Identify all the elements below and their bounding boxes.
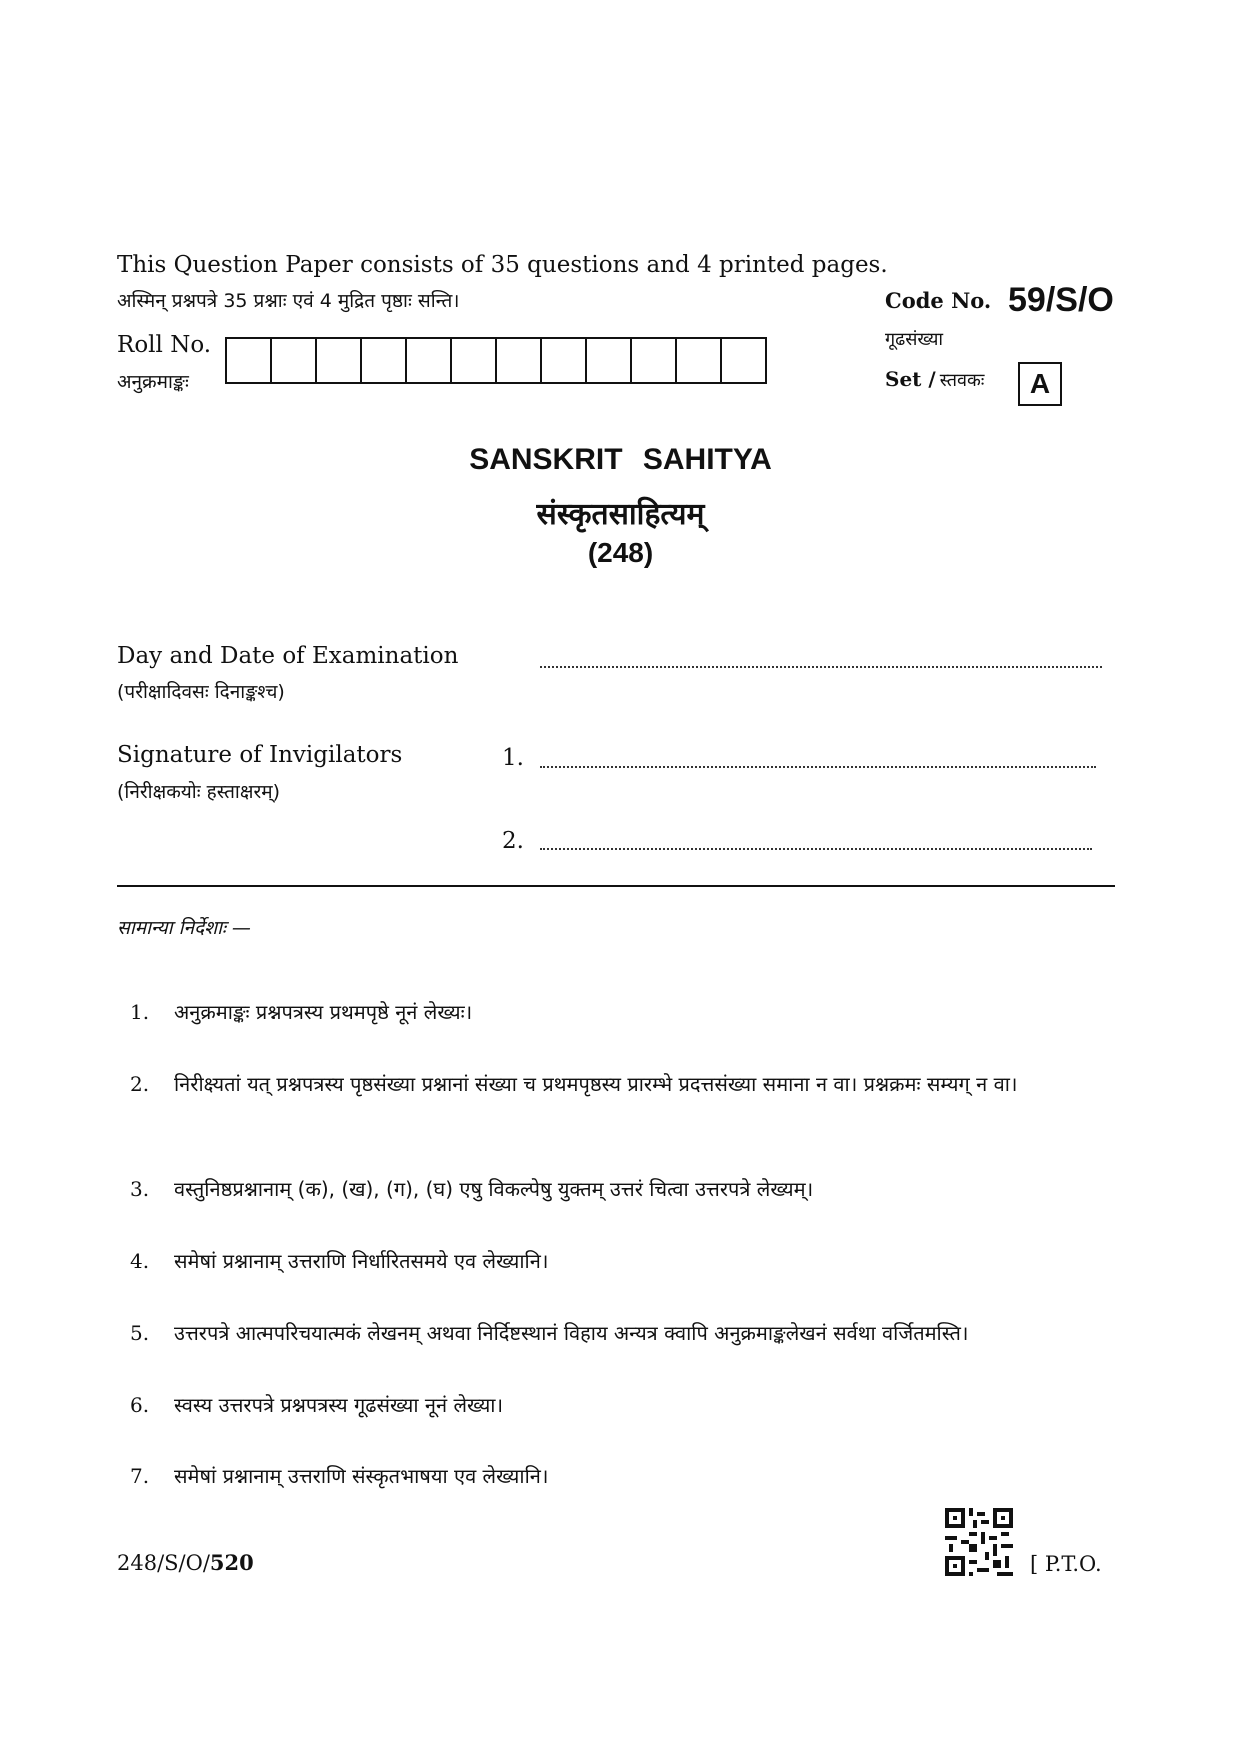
subject-title-en: SANSKRIT SAHITYA	[469, 443, 772, 476]
instruction-item	[130, 993, 1130, 1031]
paper-code-footer	[117, 1550, 254, 1575]
subject-code: (248)	[587, 537, 654, 568]
instruction-number: 1.	[130, 1000, 150, 1024]
instruction-item	[130, 1386, 1130, 1424]
pages-info-hi: अस्मिन् प्रश्नपत्रे 35 प्रश्नाः एवं 4 मुद्रित पृष्ठाः सन्ति।	[117, 290, 460, 312]
signature-1-line[interactable]	[540, 766, 1096, 768]
roll-number-cell[interactable]	[362, 339, 407, 382]
divider	[117, 885, 1115, 887]
instruction-number: 6.	[130, 1393, 150, 1417]
roll-number-cell[interactable]	[587, 339, 632, 382]
roll-number-cell[interactable]	[227, 339, 272, 382]
roll-number-cell[interactable]	[317, 339, 362, 382]
instruction-item	[130, 1242, 1130, 1280]
paper-code-number: 520	[209, 1550, 254, 1575]
invigilator-signature-label-hi: (निरीक्षकयोः हस्ताक्षरम्)	[117, 781, 281, 803]
set-label-en: Set /	[885, 367, 936, 391]
instruction-text: समेषां प्रश्नानाम् उत्तराणि संस्कृतभाषया एव लेख्यानि।	[174, 1464, 549, 1488]
instruction-number: 5.	[130, 1321, 150, 1345]
instruction-number: 3.	[130, 1177, 150, 1201]
instruction-number: 7.	[130, 1464, 150, 1488]
subject-title-hi: संस्कृतसाहित्यम्	[536, 497, 705, 532]
instruction-number: 4.	[130, 1249, 150, 1273]
roll-label: Roll No.	[117, 332, 212, 358]
roll-number-cell[interactable]	[497, 339, 542, 382]
exam-date-label-hi: (परीक्षादिवसः दिनाङ्कश्च)	[117, 681, 285, 703]
instruction-text: निरीक्ष्यतां यत् प्रश्नपत्रस्य पृष्ठसंख्या प्रश्नानां संख्या च प्रथमपृष्ठस्य प्रारम्भे प्रदत्तसंख्या समाना न वा। प्रश्नक्रमः सम्यग् न वा।	[174, 1072, 1018, 1096]
instruction-item	[130, 1170, 1130, 1208]
instruction-text: वस्तुनिष्ठप्रश्नानाम् (क), (ख), (ग), (घ) एषु विकल्पेषु युक्तम् उत्तरं चित्वा उत्तरपत्रे लेख्यम्।	[174, 1177, 814, 1201]
paper-code-prefix: 248/S/O/	[117, 1551, 210, 1575]
roll-number-boxes[interactable]	[225, 337, 767, 384]
signature-2-number: 2.	[502, 828, 524, 854]
exam-date-label: Day and Date of Examination	[117, 643, 459, 669]
instructions-heading: सामान्या निर्देशाः —	[117, 917, 251, 939]
instruction-item	[130, 1457, 1130, 1495]
roll-label-hi: अनुक्रमाङ्कः	[117, 371, 189, 393]
roll-number-cell[interactable]	[632, 339, 677, 382]
roll-number-cell[interactable]	[272, 339, 317, 382]
instruction-item	[130, 1065, 1130, 1103]
set-box: A	[1018, 362, 1062, 406]
exam-date-line[interactable]	[540, 666, 1102, 668]
instruction-number: 2.	[130, 1072, 150, 1096]
code-label: Code No.	[885, 288, 992, 313]
qr-code-icon	[945, 1508, 1013, 1576]
code-value: 59/S/O	[1008, 281, 1114, 319]
roll-number-cell[interactable]	[542, 339, 587, 382]
pto-label: [ P.T.O.	[1030, 1552, 1102, 1576]
code-label-hi: गूढसंख्या	[885, 329, 944, 350]
instruction-text: उत्तरपत्रे आत्मपरिचयात्मकं लेखनम् अथवा निर्दिष्टस्थानं विहाय अन्यत्र क्वापि अनुक्रमाङ्कलेखनं सर्वथा वर्जितमस्ति।	[174, 1321, 969, 1345]
set-label	[885, 367, 984, 392]
roll-number-cell[interactable]	[722, 339, 765, 382]
signature-1-number: 1.	[502, 745, 524, 771]
instruction-text: स्वस्य उत्तरपत्रे प्रश्नपत्रस्य गूढसंख्या नूनं लेख्या।	[174, 1393, 504, 1417]
pages-info-en: This Question Paper consists of 35 questions and 4 printed pages.	[117, 252, 888, 278]
signature-2-line[interactable]	[540, 848, 1092, 850]
instruction-text: समेषां प्रश्नानाम् उत्तराणि निर्धारितसमये एव लेख्यानि।	[174, 1249, 549, 1273]
roll-number-cell[interactable]	[677, 339, 722, 382]
instruction-text: अनुक्रमाङ्कः प्रश्नपत्रस्य प्रथमपृष्ठे नूनं लेख्यः।	[174, 1000, 473, 1024]
roll-number-cell[interactable]	[452, 339, 497, 382]
set-label-hi: स्तवकः	[939, 370, 985, 391]
invigilator-signature-label: Signature of Invigilators	[117, 742, 403, 768]
instruction-item	[130, 1314, 1130, 1352]
roll-number-cell[interactable]	[407, 339, 452, 382]
